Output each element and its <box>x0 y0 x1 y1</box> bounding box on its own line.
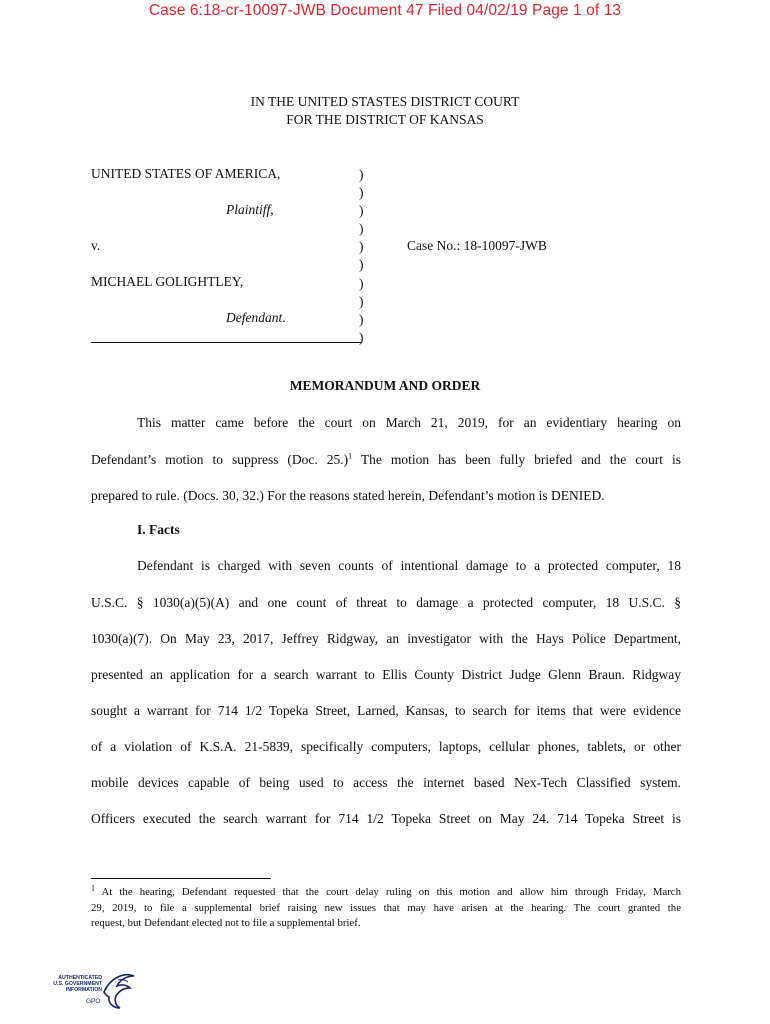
footnote-ref[interactable]: 1 <box>348 451 353 461</box>
facts-line-3: 1030(a)(7). On May 23, 2017, Jeffrey Ridgway, an investigator with the Hays Police Department, <box>91 631 681 646</box>
footnote-line-3: request, but Defendant elected not to file a supplemental brief. <box>91 917 361 929</box>
plaintiff-name: UNITED STATES OF AMERICA, <box>91 166 281 181</box>
intro-line-3: prepared to rule. (Docs. 30, 32.) For the reasons stated herein, Defendant’s motion is DENIED. <box>91 488 605 503</box>
footnote-line-1: $^1$ At the hearing, Defendant requested that the court delay ruling on this motion and allow him through Friday, March <box>91 883 681 898</box>
court-title-line2: FOR THE DISTRICT OF KANSAS <box>286 112 484 127</box>
case-header-stamp: Case 6:18-cr-10097-JWB Document 47 Filed 04/02/19 Page 1 of 13 <box>148 2 622 19</box>
versus-label: v. <box>91 238 101 253</box>
gpo-authentication-logo <box>42 970 142 1010</box>
facts-line-4: presented an application for a search warrant to Ellis County District Judge Glenn Braun. Ridgway <box>91 667 681 682</box>
defendant-role: Defendant. <box>226 310 286 325</box>
facts-line-7: mobile devices capable of being used to access the internet based Nex-Tech Classified system. <box>91 775 681 790</box>
caption-parentheses: ) ) ) ) ) ) ) ) ) ) <box>359 167 364 345</box>
defendant-name: MICHAEL GOLIGHTLEY, <box>91 274 244 289</box>
facts-line-5: sought a warrant for 714 1/2 Topeka Street, Larned, Kansas, to search for items that were evidence <box>91 703 681 718</box>
gpo-text: AUTHENTICATED U.S. GOVERNMENT INFORMATION <box>53 975 102 993</box>
facts-line-8: Officers executed the search warrant for 714 1/2 Topeka Street on May 24. 714 Topeka Street is <box>91 811 681 826</box>
gpo-label: GPO <box>86 998 101 1005</box>
facts-line-1: Defendant is charged with seven counts of intentional damage to a protected computer, 18 <box>137 558 681 573</box>
footnote-rule <box>91 878 271 879</box>
document-title: MEMORANDUM AND ORDER <box>289 378 481 393</box>
case-number: Case No.: 18-10097-JWB <box>407 238 547 253</box>
gpo-eagle-icon <box>100 970 136 1010</box>
footnote-line-2: 29, 2019, to file a supplemental brief raising new issues that may have arisen at the hearing. The court granted the <box>91 902 681 914</box>
court-title-line1: IN THE UNITED STASTES DISTRICT COURT <box>250 94 520 109</box>
caption-rule <box>91 342 361 343</box>
section-heading: I. Facts <box>137 522 180 537</box>
plaintiff-role: Plaintiff, <box>226 202 274 217</box>
intro-line-2: Defendant’s motion to suppress (Doc. 25.)$^1$ The motion has been fully briefed and the court is <box>91 451 681 467</box>
case-caption <box>0 0 770 360</box>
intro-line-1: This matter came before the court on March 21, 2019, for an evidentiary hearing on <box>137 415 681 430</box>
facts-line-2: U.S.C. § 1030(a)(5)(A) and one count of threat to damage a protected computer, 18 U.S.C. § <box>91 595 681 610</box>
facts-line-6: of a violation of K.S.A. 21-5839, specifically computers, laptops, cellular phones, tablets, or other <box>91 739 681 754</box>
